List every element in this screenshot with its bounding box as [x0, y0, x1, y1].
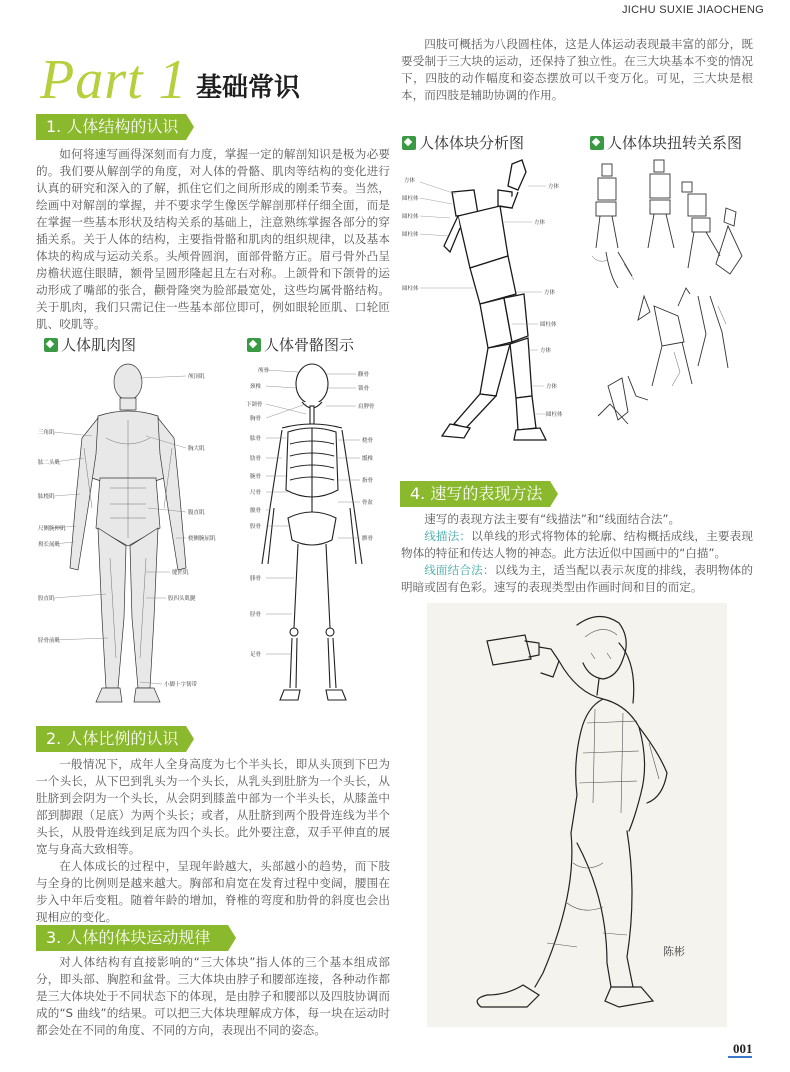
- skeleton-figure-title-text: 人体骨骼图示: [264, 336, 355, 354]
- block-analysis-title-text: 人体体块分析图: [419, 134, 525, 152]
- section-2-body: [36, 756, 390, 926]
- line-method-label: 线描法：: [424, 529, 472, 543]
- skeleton-label: 髌骨: [362, 536, 374, 542]
- muscle-label: 拇长展肌: [38, 542, 61, 548]
- section-4-body: [401, 511, 753, 596]
- muscle-label: 腹直肌: [188, 510, 205, 516]
- skeleton-label: 胸骨: [250, 416, 262, 422]
- combo-method-label: 线面结合法：: [424, 563, 495, 577]
- diamond-bullet-icon: [590, 136, 604, 150]
- skeleton-label: 颈椎: [250, 384, 262, 390]
- intro-right-text: 四肢可概括为八段圆柱体，这是人体运动表现最丰富的部分，既要受制于三大块的运动，还保持了独立性。在三大块基本不变的情况下，四肢的动作幅度和姿态摆放可以千变万化。可见，三大块是根本，而四肢是辅助协调的作用。: [401, 37, 753, 102]
- muscle-figure: [36, 358, 216, 710]
- combo-method: [401, 562, 753, 596]
- intro-right-paragraph: [401, 36, 753, 104]
- diamond-bullet-icon: [247, 338, 261, 352]
- muscle-label: 股四头肌腱: [168, 596, 196, 602]
- block-analysis-title: [402, 132, 524, 153]
- running-head: JICHU SUXIE JIAOCHENG: [622, 4, 764, 16]
- skeleton-label: 肱骨: [250, 436, 262, 442]
- skeleton-label: 骨盆: [362, 500, 374, 506]
- block-label: 圆柱体: [546, 412, 563, 418]
- skeleton-label: 指骨: [362, 478, 374, 484]
- block-label: 圆柱体: [402, 214, 419, 220]
- page-number-underline: [728, 1056, 752, 1058]
- block-label: 方体: [534, 220, 546, 226]
- block-label: 方体: [546, 384, 558, 390]
- figure-sketch: [427, 603, 727, 1027]
- muscle-label: 股直肌: [38, 596, 55, 602]
- section-2-heading: 2. 人体比例的认识: [36, 726, 186, 752]
- section-1-text: 如何将速写画得深刻而有力度，掌握一定的解剖知识是极为必要的。我们要从解剖学的角度，对人体的骨骼、肌肉等结构的变化进行认真的研究和深入的了解，抓住它们之间所形成的刚柔节奏。当然，绘画中对解剖的掌握，并不要求学生像医学解剖那样仔细全面，而是在掌握一些基本形状及结构关系的基础上，注意熟练掌握各部分的穿插关系。关于人体的结构，主要指骨骼和肌肉的组织规律，以及基本体块的构成与运动关系。头颅骨圆润，面部骨骼方正。眉弓骨外凸呈房檐状遮住眼睛，额骨呈圆形隆起且左右对称。上颌骨和下颌骨的运动形成了嘴部的张合，颧骨隆突为脸部最宽处，这些均属骨骼结构。关于肌肉，我们只需记住一些基本部位即可，例如眼轮匝肌、口轮匝肌、咬肌等。: [36, 147, 390, 331]
- block-label: 方体: [404, 178, 416, 184]
- muscle-label: 肱桡肌: [38, 494, 55, 500]
- section-4-heading: 4. 速写的表现方法: [400, 481, 550, 507]
- block-label: 方体: [548, 184, 560, 190]
- muscle-label: 胫骨前肌: [38, 638, 61, 644]
- skeleton-label: 腓骨: [250, 576, 262, 582]
- skeleton-label: 髋骨: [250, 508, 262, 514]
- skeleton-label: 颅骨: [258, 368, 270, 374]
- skeleton-label: 肋骨: [250, 456, 262, 462]
- line-method-text: 以单线的形式将物体的轮廓、结构概括成线，主要表现物体的特征和传达人物的神态。此方法近似中国画中的“白描”。: [401, 529, 753, 560]
- skeleton-label: 颧骨: [358, 372, 370, 378]
- skeleton-label: 下颌骨: [246, 402, 263, 408]
- block-twist-title: [590, 132, 742, 153]
- muscle-figure-title: [44, 334, 136, 355]
- skeleton-label: 桡骨: [362, 438, 374, 444]
- skeleton-label: 尺骨: [250, 490, 262, 496]
- section-1-body: [36, 146, 390, 333]
- skeleton-label: 骶椎: [362, 456, 374, 462]
- skeleton-label: 股骨: [250, 524, 262, 530]
- page-number: 001: [733, 1041, 753, 1056]
- block-twist-title-text: 人体体块扭转关系图: [607, 134, 743, 152]
- block-label: 圆柱体: [540, 322, 557, 328]
- skeleton-figure-title: [247, 334, 354, 355]
- diamond-bullet-icon: [44, 338, 58, 352]
- section-1-heading: 1. 人体结构的认识: [36, 114, 186, 140]
- part-subtitle: 基础常识: [196, 73, 301, 103]
- part-title: Part 1: [40, 49, 188, 111]
- muscle-label: 缝匠肌: [172, 570, 189, 576]
- section-3-body: [36, 954, 390, 1039]
- muscle-figure-title-text: 人体肌肉图: [61, 336, 137, 354]
- section-2-text-1: 一般情况下，成年人全身高度为七个半头长，即从头顶到下巴为一个头长，从下巴到乳头为一个头长，从乳头到肚脐为一个头长，从肚脐到会阴为一个头长，从会阴到膝盖中部为一个半头长，从膝盖中部到脚跟（足底）为两个头长；或者，从肚脐到两个股骨连线为半个头长，从股骨连线到足底为四个头长。此外要注意，双手平伸直的展宽与身高大致相等。: [36, 757, 390, 856]
- section-3-text: 对人体结构有直接影响的“三大体块”指人体的三个基本组成部分，即头部、胸腔和盆骨。三大体块由脖子和腰部连接，各种动作都是三大体块处于不同状态下的体现，是由脖子和腰部以及四肢协调而成的“S 曲线”的结果。可以把三大体块理解成方体，每一块在运动时都会处在不同的角度、不同的方向，表现出不同的姿态。: [36, 955, 390, 1037]
- muscle-label: 尺侧腕伸肌: [38, 526, 66, 532]
- skeleton-label: 胫骨: [250, 612, 262, 618]
- section-4-text: 速写的表现方法主要有“线描法”和“线面结合法”。: [424, 512, 681, 526]
- skeleton-figure: [226, 358, 396, 710]
- muscle-label: 小脚十字韧带: [164, 682, 198, 688]
- muscle-label: 桡侧腕屈肌: [188, 536, 216, 542]
- block-analysis-figure: [400, 156, 576, 446]
- section-3-heading: 3. 人体的体块运动规律: [36, 925, 228, 951]
- skeleton-label: 腕骨: [250, 474, 262, 480]
- block-label: 圆柱体: [402, 286, 419, 292]
- block-label: 圆柱体: [402, 232, 419, 238]
- block-label: 圆柱体: [402, 196, 419, 202]
- muscle-label: 胸大肌: [188, 446, 205, 452]
- line-method: [401, 528, 753, 562]
- block-label: 方体: [544, 290, 556, 296]
- skeleton-label: 足骨: [250, 652, 262, 658]
- combo-method-text: 以线为主，适当配以表示灰度的排线，表明物体的明暗或固有色彩。速写的表现类型由作画时间和目的而定。: [401, 563, 753, 594]
- skeleton-label: 肩胛骨: [358, 404, 375, 410]
- muscle-label: 颅顶肌: [188, 374, 205, 380]
- section-2-text-2: 在人体成长的过程中，呈现年龄越大，头部越小的趋势，而下肢与全身的比例则是越来越大。胸部和肩宽在发育过程中变阔，腰围在步入中年后变粗。随着年龄的增加，脊椎的弯度和肋骨的斜度也会出现相应的变化。: [36, 859, 390, 924]
- diamond-bullet-icon: [402, 136, 416, 150]
- block-twist-figure: [588, 156, 754, 446]
- skeleton-label: 锁骨: [358, 386, 370, 392]
- artist-signature: 陈彬: [663, 945, 685, 958]
- muscle-label: 肱二头肌: [38, 460, 61, 466]
- muscle-label: 三角肌: [38, 430, 55, 436]
- block-label: 方体: [540, 348, 552, 354]
